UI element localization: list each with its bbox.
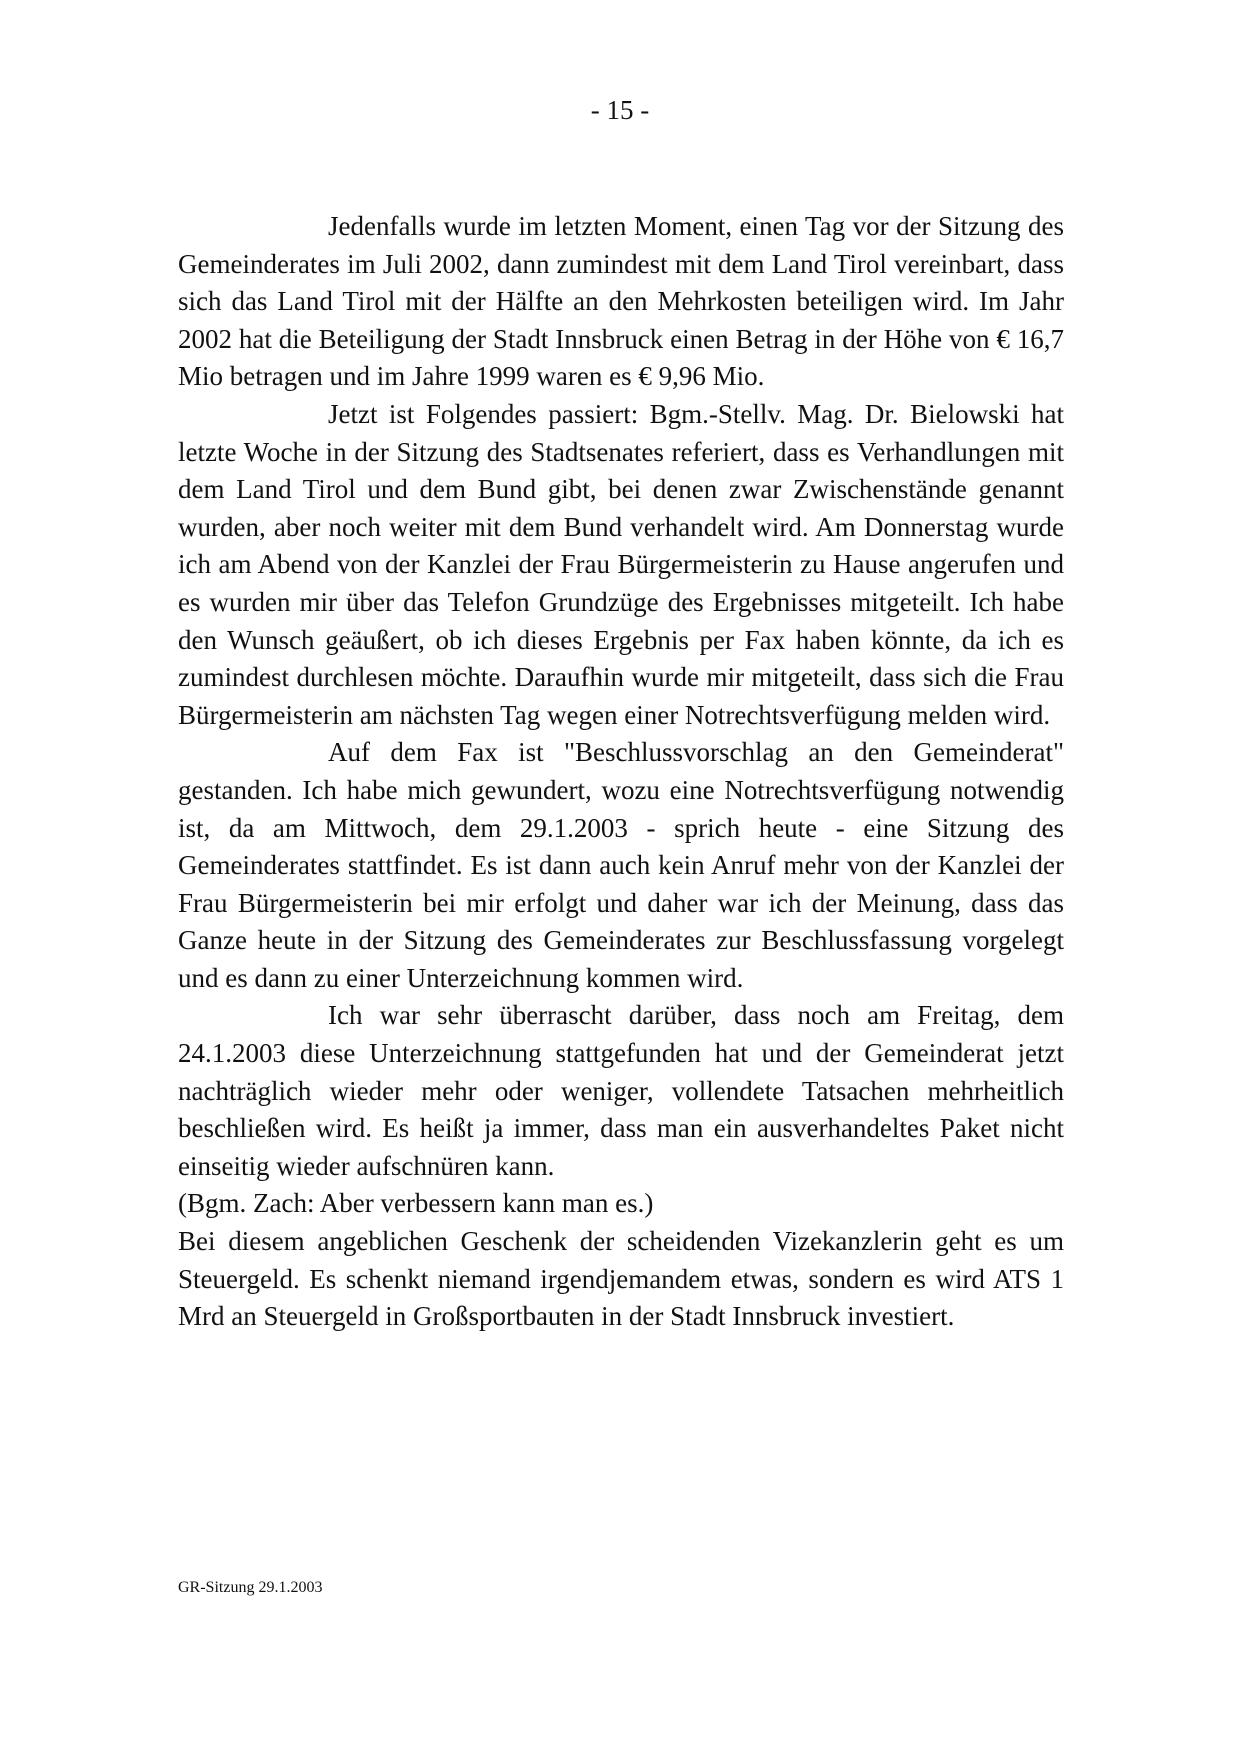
interjection: (Bgm. Zach: Aber verbessern kann man es.) [178, 1188, 654, 1219]
page-number: - 15 - [590, 95, 650, 125]
paragraph-5: Bei diesem angeblichen Geschenk der scheidenden Vizekanzlerin geht es um Steuergeld. Es schenkt niemand irgendjemandem etwas, sondern es wird ATS 1 Mrd an Steuergeld in Großsportbauten in der Stadt Innsbruck investiert. [178, 1226, 1064, 1332]
paragraph-2: Jetzt ist Folgendes passiert: Bgm.-Stellv. Mag. Dr. Bielowski hat letzte Woche in der Sitzung des Stadtsenates referiert, dass es Verhandlungen mit dem Land Tirol und dem Bund gibt, bei denen zwar Zwischenstände genannt wurden, aber noch weiter mit dem Bund verhandelt wird. Am Donnerstag wurde ich am Abend von der Kanzlei der Frau Bürgermeisterin zu Hause angerufen und es wurden mir über das Telefon Grundzüge des Ergebnisses mitgeteilt. Ich habe den Wunsch geäußert, ob ich dieses Ergebnis per Fax haben könnte, da ich es zumindest durchlesen möchte. Daraufhin wurde mir mitgeteilt, dass sich die Frau Bürgermeisterin am nächsten Tag wegen einer Notrechtsverfügung melden wird. [178, 398, 1064, 730]
paragraph-3: Auf dem Fax ist "Beschlussvorschlag an den Gemeinderat" gestanden. Ich habe mich gewundert, wozu eine Notrechtsverfügung notwendig ist, da am Mittwoch, dem 29.1.2003 - sprich heute - eine Sitzung des Gemeinderates stattfindet. Es ist dann auch kein Anruf mehr von der Kanzlei der Frau Bürgermeisterin bei mir erfolgt und daher war ich der Meinung, dass das Ganze heute in der Sitzung des Gemeinderates zur Beschlussfassung vorgelegt und es dann zu einer Unterzeichnung kommen wird. [178, 737, 1064, 993]
paragraph-4: Ich war sehr überrascht darüber, dass noch am Freitag, dem 24.1.2003 diese Unterzeichnung stattgefunden hat und der Gemeinderat jetzt nachträglich wieder mehr oder weniger, vollendete Tatsachen mehrheitlich beschließen wird. Es heißt ja immer, dass man ein ausverhandeltes Paket nicht einseitig wieder aufschnüren kann. [178, 1000, 1064, 1181]
page-footer: GR-Sitzung 29.1.2003 [178, 1579, 323, 1596]
document-body [178, 208, 1064, 1336]
paragraph-1: Jedenfalls wurde im letzten Moment, einen Tag vor der Sitzung des Gemeinderates im Juli 2002, dann zumindest mit dem Land Tirol vereinbart, dass sich das Land Tirol mit der Hälfte an den Mehrkosten beteiligen wird. Im Jahr 2002 hat die Beteiligung der Stadt Innsbruck einen Betrag in der Höhe von € 16,7 Mio betragen und im Jahre 1999 waren es € 9,96 Mio. [178, 211, 1064, 392]
